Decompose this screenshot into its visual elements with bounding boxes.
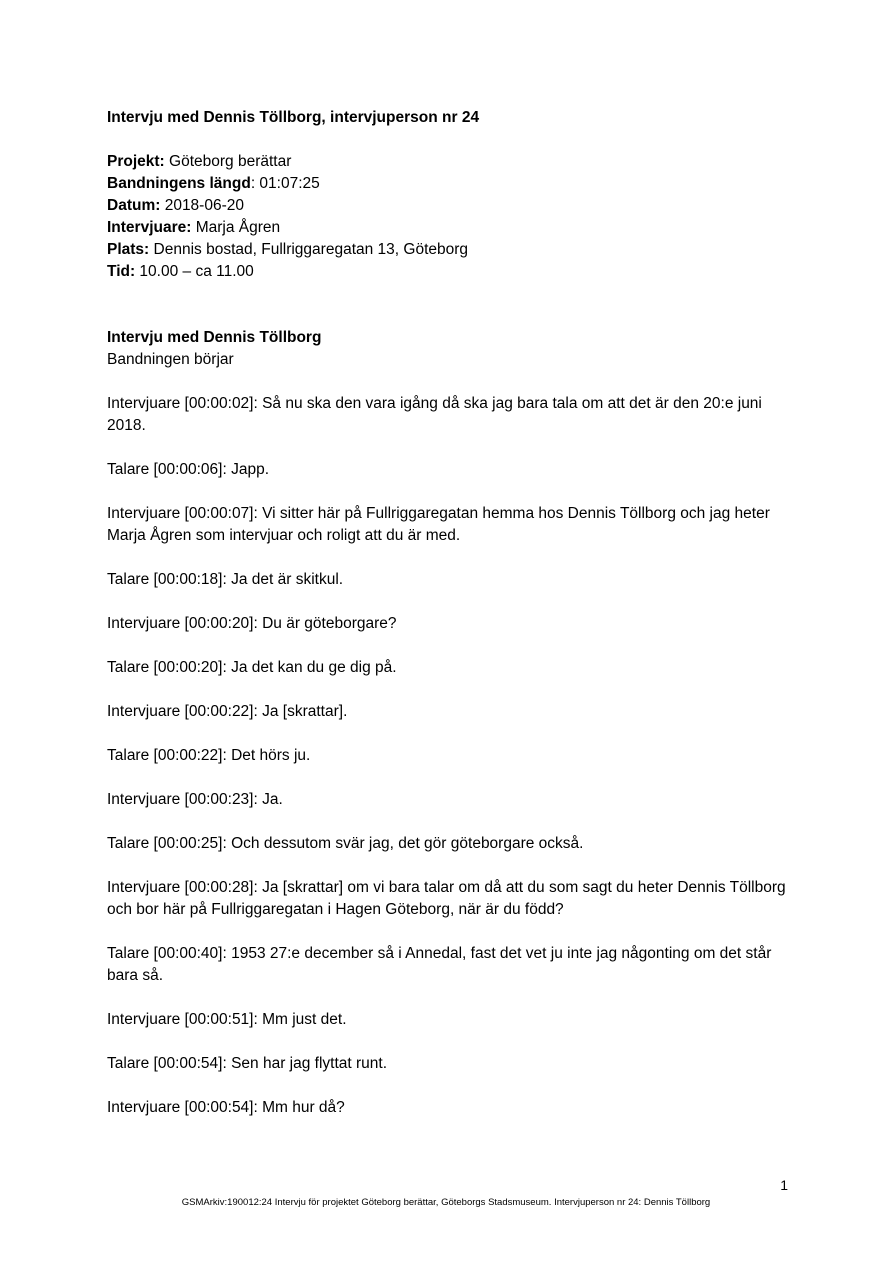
document-body <box>107 107 797 1141</box>
page-footer: GSMArkiv:190012:24 Intervju för projektet Göteborg berättar, Göteborgs Stadsmuseum. Intervjuperson nr 24: Dennis Töllborg <box>181 1197 711 1208</box>
transcript-turn: Intervjuare [00:00:02]: Så nu ska den vara igång då ska jag bara tala om att det är den 20:e juni 2018. <box>107 395 762 434</box>
meta-value: 2018-06-20 <box>160 197 244 214</box>
meta-value: 10.00 – ca 11.00 <box>135 263 254 280</box>
transcript-turn: Intervjuare [00:00:28]: Ja [skrattar] om vi bara talar om då att du som sagt du heter Dennis Töllborg och bor här på Fullriggaregatan i Hagen Göteborg, när är du född? <box>107 879 786 918</box>
transcript-turn: Intervjuare [00:00:54]: Mm hur då? <box>107 1099 345 1116</box>
transcript-turn: Intervjuare [00:00:51]: Mm just det. <box>107 1011 347 1028</box>
page-number: 1 <box>780 1177 788 1193</box>
transcript-turn: Talare [00:00:20]: Ja det kan du ge dig på. <box>107 659 397 676</box>
transcript-turn: Intervjuare [00:00:23]: Ja. <box>107 791 283 808</box>
meta-label: Datum: <box>107 197 161 214</box>
meta-label: Projekt: <box>107 153 165 170</box>
transcript-turn: Talare [00:00:54]: Sen har jag flyttat runt. <box>107 1055 388 1072</box>
meta-value: Dennis bostad, Fullriggaregatan 13, Göteborg <box>149 241 469 258</box>
meta-interviewer <box>107 217 797 239</box>
document-title: Intervju med Dennis Töllborg, intervjuperson nr 24 <box>107 109 480 126</box>
meta-project <box>107 151 797 173</box>
transcript-turn: Talare [00:00:40]: 1953 27:e december så i Annedal, fast det vet ju inte jag någonting om det står bara så. <box>107 945 772 984</box>
transcript-turn: Talare [00:00:18]: Ja det är skitkul. <box>107 571 344 588</box>
meta-label: Bandningens längd <box>107 175 251 192</box>
transcript-turn: Intervjuare [00:00:22]: Ja [skrattar]. <box>107 703 348 720</box>
meta-place <box>107 239 797 261</box>
meta-value: : 01:07:25 <box>250 175 320 192</box>
meta-date <box>107 195 797 217</box>
section-title: Intervju med Dennis Töllborg <box>107 329 322 346</box>
metadata-block <box>107 151 797 283</box>
transcript-turn: Talare [00:00:25]: Och dessutom svär jag, det gör göteborgare också. <box>107 835 584 852</box>
transcript-turn: Intervjuare [00:00:20]: Du är göteborgare? <box>107 615 397 632</box>
meta-time <box>107 261 797 283</box>
transcript-turn: Intervjuare [00:00:07]: Vi sitter här på Fullriggaregatan hemma hos Dennis Töllborg och jag heter Marja Ågren som intervjuar och roligt att du är med. <box>107 505 770 544</box>
meta-value: Marja Ågren <box>191 219 281 236</box>
transcript-turn: Talare [00:00:22]: Det hörs ju. <box>107 747 311 764</box>
transcript <box>107 393 797 1119</box>
meta-label: Intervjuare: <box>107 219 192 236</box>
meta-recording-length <box>107 173 797 195</box>
transcript-turn: Talare [00:00:06]: Japp. <box>107 461 270 478</box>
meta-value: Göteborg berättar <box>164 153 292 170</box>
meta-label: Plats: <box>107 241 150 258</box>
meta-label: Tid: <box>107 263 136 280</box>
section-subtitle: Bandningen börjar <box>107 351 234 368</box>
